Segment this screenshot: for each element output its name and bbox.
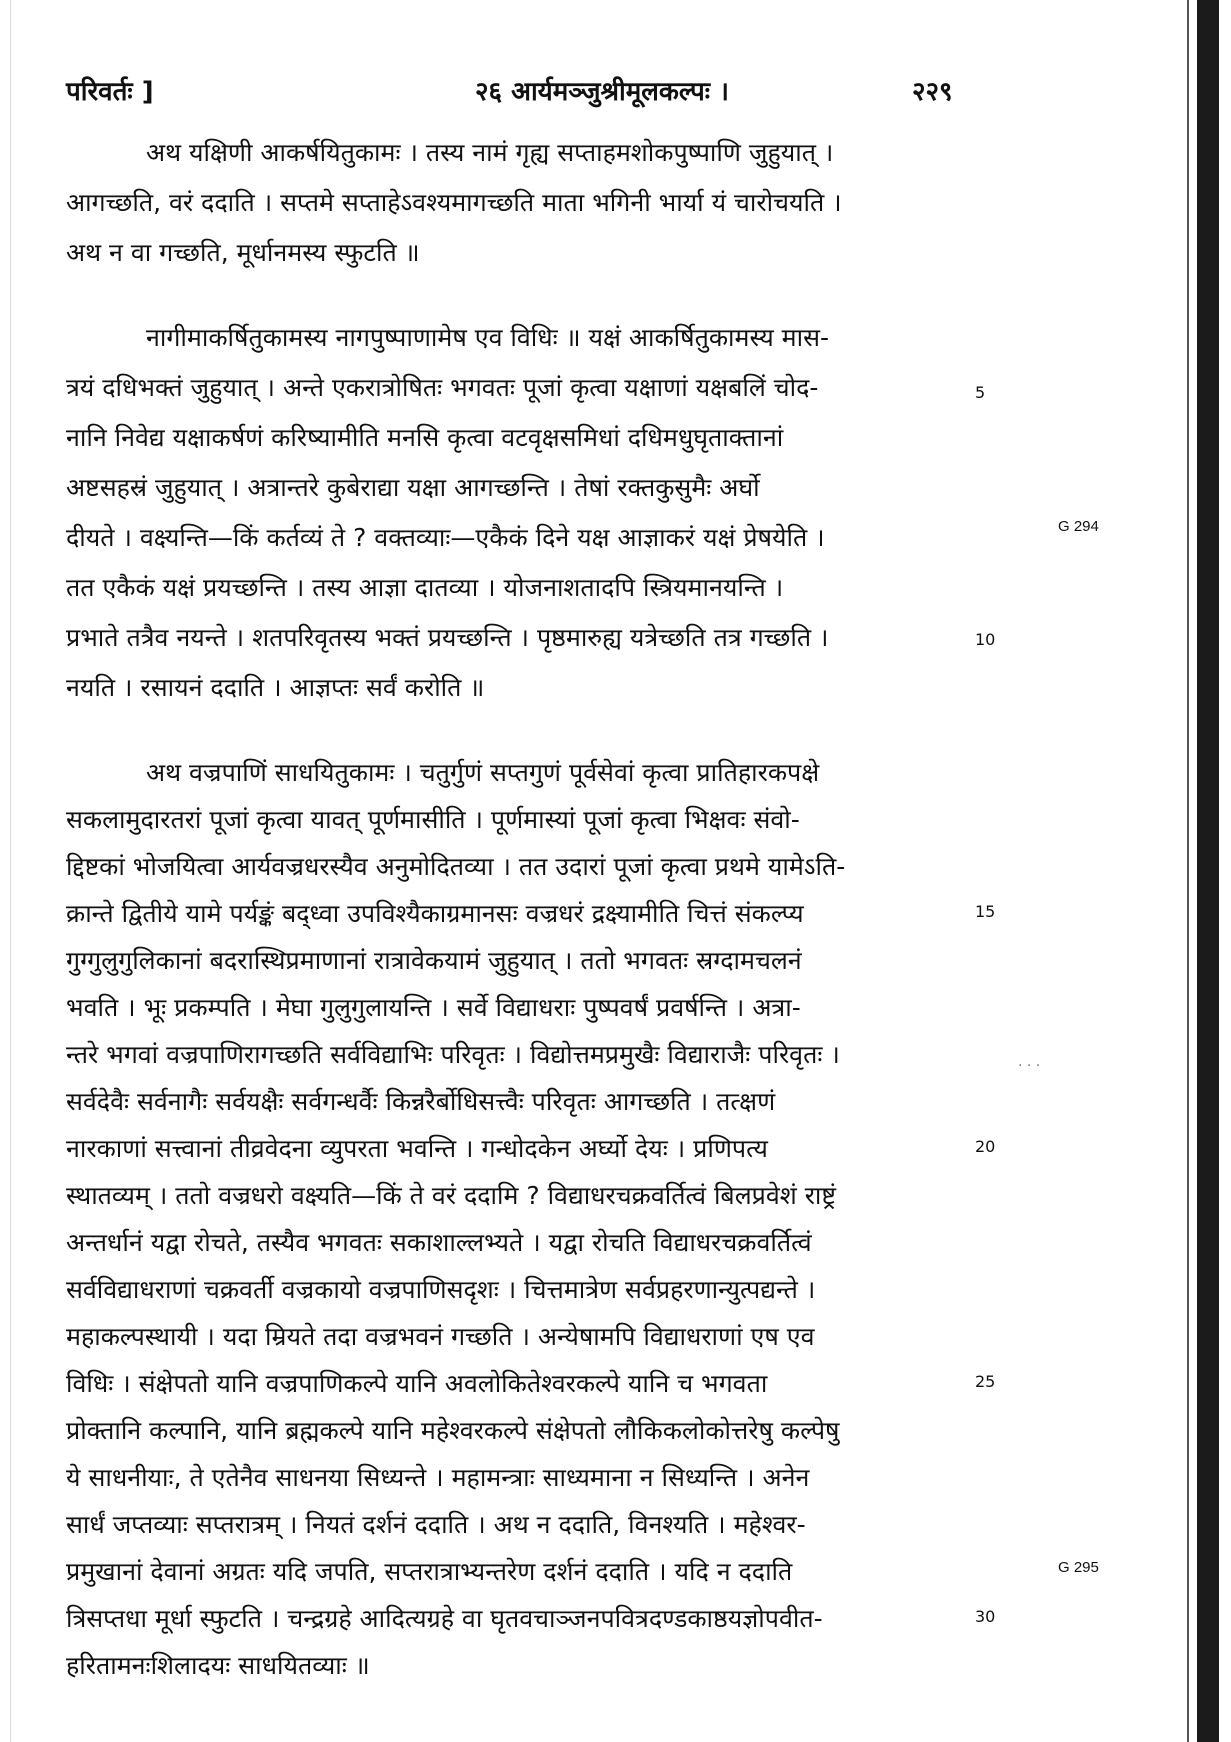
line-number-marker: 25	[975, 1372, 996, 1391]
line-number-marker: 20	[975, 1137, 996, 1156]
text-line: अथ वज्रपाणिं साधयितुकामः । चतुर्गुणं सप्तगुणं पूर्वसेवां कृत्वा प्रातिहारकपक्षे	[146, 758, 820, 787]
text-line: न्तरे भगवां वज्रपाणिरागच्छति सर्वविद्याभिः परिवृतः । विद्योत्तमप्रमुखैः विद्याराजैः परिवृतः ।	[66, 1040, 840, 1069]
text-line: क्रान्ते द्वितीये यामे पर्यङ्कं बद्ध्वा उपविश्यैकाग्रमानसः वज्रधरं द्रक्ष्यामीति चित्तं संकल्प्य	[66, 899, 804, 928]
binding-edge	[1187, 0, 1189, 1742]
page-number: २२९	[912, 77, 953, 107]
text-line: सकलामुदारतरां पूजां कृत्वा यावत् पूर्णमासीति । पूर्णमास्यां पूजां कृत्वा भिक्षवः संवो-	[66, 805, 800, 834]
text-line: नागीमाकर्षितुकामस्य नागपुष्पाणामेष एव विधिः ॥ यक्षं आकर्षितुकामस्य मास-	[146, 323, 830, 352]
left-margin-rule	[10, 0, 11, 1742]
text-line: नानि निवेद्य यक्षाकर्षणं करिष्यामीति मनसि कृत्वा वटवृक्षसमिधां दधिमधुघृताक्तानां	[66, 423, 784, 452]
text-line: अथ यक्षिणी आकर्षयितुकामः । तस्य नामं गृह्य सप्ताहमशोकपुष्पाणि जुहुयात् ।	[146, 138, 834, 167]
text-line: विधिः । संक्षेपतो यानि वज्रपाणिकल्पे यानि अवलोकितेश्वरकल्पे यानि च भगवता	[66, 1369, 768, 1398]
text-line: नारकाणां सत्त्वानां तीव्रवेदना व्युपरता भवन्ति । गन्धोदकेन अर्घ्यो देयः । प्रणिपत्य	[66, 1134, 768, 1163]
folio-reference: G 295	[1058, 1559, 1099, 1576]
folio-reference: G 294	[1058, 518, 1099, 535]
line-number-marker: 5	[975, 383, 986, 402]
text-line: त्रयं दधिभक्तं जुहुयात् । अन्ते एकरात्रोषितः भगवतः पूजां कृत्वा यक्षाणां यक्षबलिं चोद-	[66, 373, 819, 402]
text-line: तत एकैकं यक्षं प्रयच्छन्ति । तस्य आज्ञा दातव्या । योजनाशतादपि स्त्रियमानयन्ति ।	[66, 573, 784, 602]
text-line: महाकल्पस्थायी । यदा म्रियते तदा वज्रभवनं गच्छति । अन्येषामपि विद्याधराणां एष एव	[66, 1322, 815, 1351]
text-line: आगच्छति, वरं ददाति । सप्तमे सप्ताहेऽवश्यमागच्छति माता भगिनी भार्या यं चारोचयति ।	[66, 188, 842, 217]
text-line: स्थातव्यम् । ततो वज्रधरो वक्ष्यति—किं ते वरं ददामि ? विद्याधरचक्रवर्तित्वं बिलप्रवेशं राष्ट्रं	[66, 1181, 837, 1210]
text-line: दीयते । वक्ष्यन्ति—किं कर्तव्यं ते ? वक्तव्याः—एकैकं दिने यक्ष आज्ञाकरं यक्षं प्रेषयेति ।	[66, 523, 825, 552]
text-line: सार्धं जप्तव्याः सप्तरात्रम् । नियतं दर्शनं ददाति । अथ न ददाति, विनश्यति । महेश्वर-	[66, 1510, 806, 1539]
running-header-title: २६ आर्यमञ्जुश्रीमूलकल्पः ।	[475, 77, 729, 107]
line-number-marker: 15	[975, 902, 996, 921]
text-line: सर्वदेवैः सर्वनागैः सर्वयक्षैः सर्वगन्धर्वैः किन्नरैर्बोधिसत्त्वैः परिवृतः आगच्छति । तत्क्षणं	[66, 1087, 776, 1116]
text-line: अन्तर्धानं यद्वा रोचते, तस्यैव भगवतः सकाशाल्लभ्यते । यद्वा रोचति विद्याधरचक्रवर्तित्वं	[66, 1228, 812, 1257]
scan-speck: · · ·	[1018, 1058, 1041, 1074]
text-line: सर्वविद्याधराणां चक्रवर्ती वज्रकायो वज्रपाणिसदृशः । चित्तमात्रेण सर्वप्रहरणान्युत्पद्यन्ते ।	[66, 1275, 816, 1304]
running-header-section: परिवर्तः ]	[66, 77, 154, 107]
text-line: नयति । रसायनं ददाति । आज्ञप्तः सर्वं करोति ॥	[66, 673, 485, 702]
text-line: अष्टसहस्रं जुहुयात् । अत्रान्तरे कुबेराद्या यक्षा आगच्छन्ति । तेषां रक्तकुसुमैः अर्घो	[66, 473, 760, 502]
text-line: त्रिसप्तधा मूर्धा स्फुटति । चन्द्रग्रहे आदित्यग्रहे वा घृतवचाञ्जनपवित्रदण्डकाष्ठयज्ञोपवीत-	[66, 1604, 823, 1633]
book-binding-shadow	[1197, 0, 1219, 1742]
line-number-marker: 30	[975, 1607, 996, 1626]
text-line: प्रोक्तानि कल्पानि, यानि ब्रह्मकल्पे यानि महेश्वरकल्पे संक्षेपतो लौकिकलोकोत्तरेषु कल्पेषु	[66, 1416, 840, 1445]
text-line: गुग्गुलुगुलिकानां बदरास्थिप्रमाणानां रात्रावेकयामं जुहुयात् । ततो भगवतः स्रग्दामचलनं	[66, 946, 802, 975]
text-line: अथ न वा गच्छति, मूर्धानमस्य स्फुटति ॥	[66, 238, 420, 267]
text-line: प्रभाते तत्रैव नयन्ते । शतपरिवृतस्य भक्तं प्रयच्छन्ति । पृष्ठमारुह्य यत्रेच्छति तत्र गच्छति ।	[66, 623, 829, 652]
text-line: द्दिष्टकां भोजयित्वा आर्यवज्रधरस्यैव अनुमोदितव्या । तत उदारां पूजां कृत्वा प्रथमे यामेऽति-	[66, 852, 846, 881]
text-line: हरितामनःशिलादयः साधयितव्याः ॥	[66, 1651, 370, 1680]
text-line: प्रमुखानां देवानां अग्रतः यदि जपति, सप्तरात्राभ्यन्तरेण दर्शनं ददाति । यदि न ददाति	[66, 1557, 793, 1586]
line-number-marker: 10	[975, 630, 996, 649]
text-line: ये साधनीयाः, ते एतेनैव साधनया सिध्यन्ते । महामन्त्राः साध्यमाना न सिध्यन्ति । अनेन	[66, 1463, 810, 1492]
text-line: भवति । भूः प्रकम्पति । मेघा गुलुगुलायन्ति । सर्वे विद्याधराः पुष्पवर्षं प्रवर्षन्ति । अत्रा-	[66, 993, 801, 1022]
